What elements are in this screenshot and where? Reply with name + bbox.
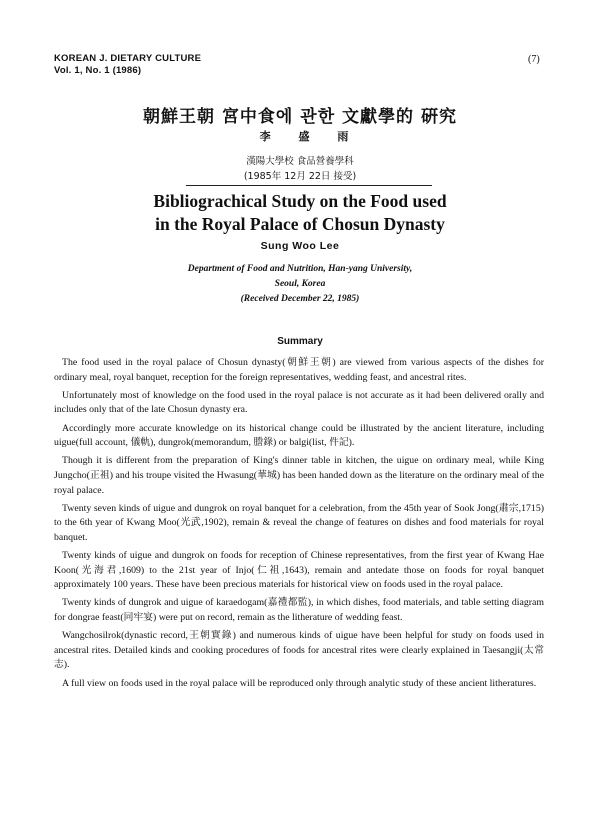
korean-title: 朝鮮王朝 宮中食에 관한 文獻學的 硏究	[143, 107, 457, 127]
summary-paragraph: A full view on foods used in the royal palace will be reproduced only through analytic study of these ancient litheratures.	[62, 677, 537, 689]
korean-received-date: (1985年 12月 22日 接受)	[243, 171, 357, 182]
summary-paragraph: Twenty kinds of dungrok and uigue of karaedogam(嘉禮都監), in which dishes, food materials, and table setting diagram for dongrae feast(同牢宴) were put on record, remain as the litherature of wedding feast.	[54, 597, 544, 624]
summary-body	[54, 356, 544, 695]
affiliation-line-1: Department of Food and Nutrition, Han-yang University,	[187, 264, 413, 274]
english-author: Sung Woo Lee	[260, 240, 340, 252]
summary-paragraph: Unfortunately most of knowledge on the food used in the royal palace is not accurate as it had been delivered orally and includes only that of the late Chosun dynasty era.	[54, 389, 544, 416]
summary-paragraph: Twenty seven kinds of uigue and dungrok on royal banquet for a celebration, from the 45th year of Sook Jong(肅宗,1715) to the 6th year of Kwang Moo(光武,1902), remain & reveal the change of features on dishes and food materials for royal banquet.	[54, 502, 544, 543]
english-title-line-1: Bibliograchical Study on the Food used	[153, 191, 447, 211]
journal-volume: Vol. 1, No. 1 (1986)	[54, 65, 142, 76]
page-number: (7)	[528, 54, 540, 65]
summary-paragraph: Twenty kinds of uigue and dungrok on foods for reception of Chinese representatives, from the first year of Kwang Hae Koon(光海君,1609) to the 21st year of Injo(仁祖,1643), remain and antedate those on foods for royal banquet approximately 100 years. These have been precious materials for historical view on foods used in the royal palace.	[54, 550, 544, 591]
english-title-line-2: in the Royal Palace of Chosun Dynasty	[155, 214, 445, 234]
summary-paragraph: Wangchosilrok(dynastic record,王朝實錄) and numerous kinds of uigue have been helpful for study on foods used in ancestral rites. Detailed kinds and cooking procedures of foods for ancestral rites were clearly explained in Taesangji(太常志).	[54, 630, 544, 671]
summary-paragraph: The food used in the royal palace of Chosun dynasty(朝鮮王朝) are viewed from various aspects of the dishes for ordinary meal, royal banquet, reception for the foreign representatives, wedding feast, and ancestral rites.	[54, 357, 544, 383]
title-divider	[186, 185, 432, 186]
english-affiliation	[0, 262, 600, 307]
summary-heading: Summary	[277, 336, 323, 347]
korean-affiliation: 漢陽大學校 食品營養學科	[246, 156, 354, 167]
affiliation-line-2: Seoul, Korea	[274, 279, 326, 289]
journal-header	[54, 53, 201, 77]
english-title	[0, 190, 600, 236]
korean-author: 李 盛 雨	[259, 130, 361, 143]
received-date: (Received December 22, 1985)	[240, 294, 360, 304]
journal-name: KOREAN J. DIETARY CULTURE	[54, 53, 202, 64]
summary-paragraph: Accordingly more accurate knowledge on its historical change could be illustrated by the ancient literature, including uigue(full account, 儀軌), dungrok(memorandum, 謄錄) or balgi(list, 件記).	[54, 422, 544, 449]
summary-paragraph: Though it is different from the preparation of King's dinner table in kitchen, the uigue on ordinary meal, while King Jungcho(正祖) and his troupe visited the Hwasung(華城) has been handed down as the literature on the ordinary meal of the royal palace.	[54, 455, 544, 496]
